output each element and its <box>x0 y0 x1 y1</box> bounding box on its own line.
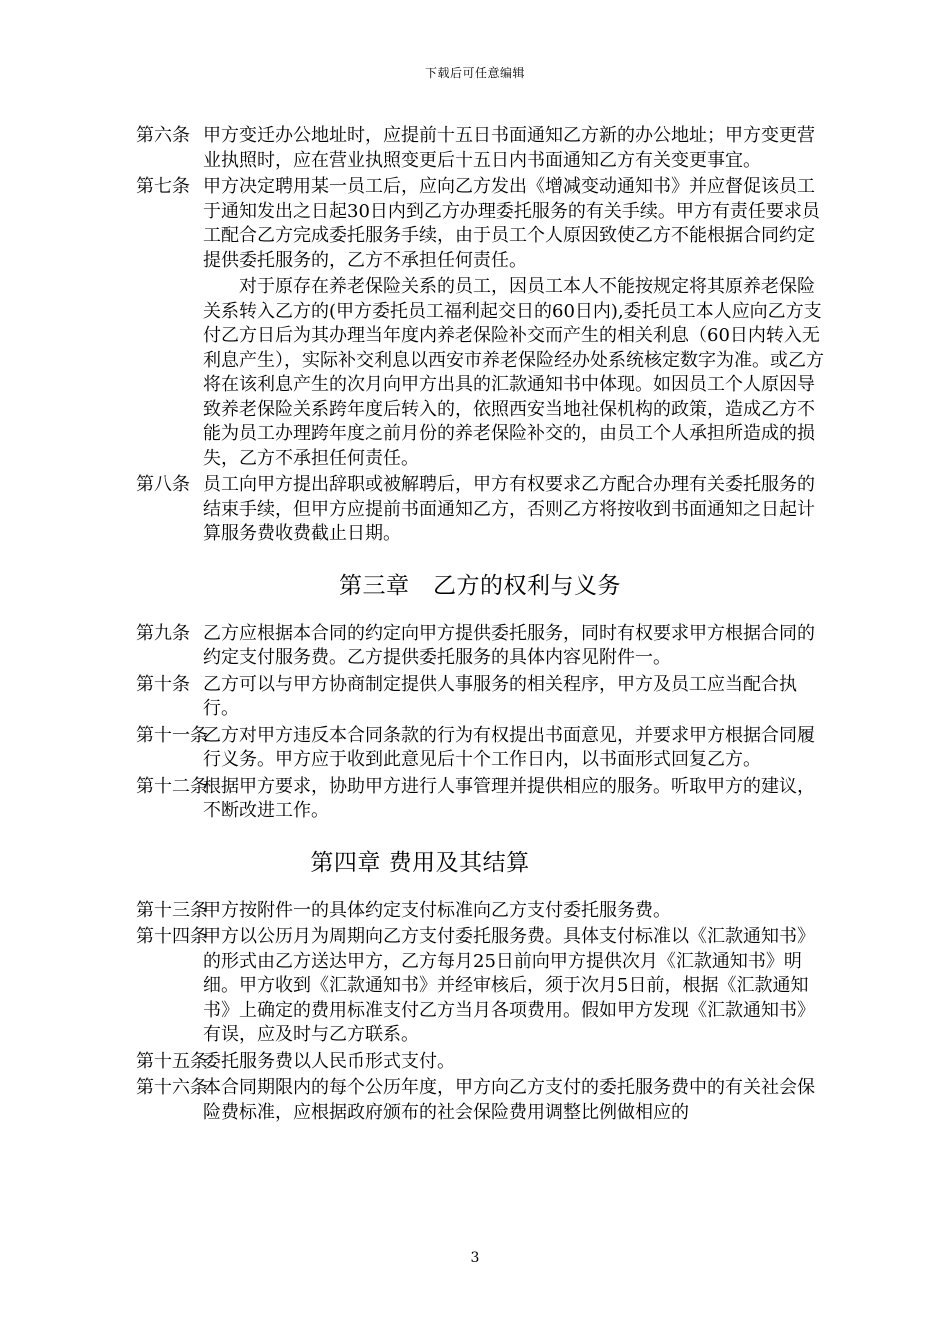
clause-label: 第十三条 <box>136 899 208 921</box>
clause-label: 第十一条 <box>136 724 208 746</box>
clause-text: 甲方以公历月为周期向乙方支付委托服务费。具体支付标准以《汇款通知书》的形式由乙方送达甲方，乙方每月25日前向甲方提供次月《汇款通知书》明细。甲方收到《汇款通知书》并经审核后，须于次月5日前，根据《汇款通知书》上确定的费用标准支付乙方当月各项费用。假如甲方发现《汇款通知书》有误，应及时与乙方联系。 <box>203 926 815 1045</box>
clause-8 <box>136 473 824 547</box>
clause-11 <box>136 724 824 773</box>
page-number: 3 <box>470 1250 480 1266</box>
clause-text: 甲方变迁办公地址时，应提前十五日书面通知乙方新的办公地址；甲方变更营业执照时，应在营业执照变更后十五日内书面通知乙方有关变更事宜。 <box>203 125 815 171</box>
clause-label: 第七条 <box>136 176 190 197</box>
clause-text: 甲方决定聘用某一员工后，应向乙方发出《增减变动通知书》并应督促该员工于通知发出之日起30日内到乙方办理委托服务的有关手续。甲方有责任要求员工配合乙方完成委托服务手续，由于员工个人原因致使乙方不能根据合同约定提供委托服务的，乙方不承担任何责任。 <box>203 176 820 271</box>
clause-15 <box>136 1050 824 1075</box>
chapter-3-heading: 第三章 乙方的权利与义务 <box>339 572 621 599</box>
clause-text: 甲方按附件一的具体约定支付标准向乙方支付委托服务费。 <box>203 899 671 921</box>
clause-label: 第十四条 <box>136 926 208 947</box>
clause-12 <box>136 775 824 824</box>
page-header: 下载后可任意编辑 <box>424 66 525 80</box>
clause-label: 第十六条 <box>136 1077 208 1098</box>
clause-text: 乙方可以与甲方协商制定提供人事服务的相关程序，甲方及员工应当配合执行。 <box>203 673 797 719</box>
clause-label: 第八条 <box>136 474 190 495</box>
clause-7-paragraph-2: 对于原存在养老保险关系的员工，因员工本人不能按规定将其原养老保险关系转入乙方的(甲方委托员工福利起交日的60日内),委托员工本人应向乙方支付乙方日后为其办理当年度内养老保险补交而产生的相关利息（60日内转入无利息产生），实际补交利息以西安市养老保险经办处系统核定数字为准。或乙方将在该利息产生的次月向甲方出具的汇款通知书中体现。如因员工个人原因导致养老保险关系跨年度后转入的，依照西安当地社保机构的政策，造成乙方不能为员工办理跨年度之前月份的养老保险补交的，由员工个人承担所造成的损失，乙方不承担任何责任。 <box>203 276 824 469</box>
clause-9 <box>136 622 824 671</box>
clause-13 <box>136 899 824 924</box>
clause-7 <box>136 175 824 273</box>
clause-text: 员工向甲方提出辞职或被解聘后，甲方有权要求乙方配合办理有关委托服务的结束手续，但甲方应提前书面通知乙方，否则乙方将按收到书面通知之日起计算服务费收费截止日期。 <box>203 474 815 544</box>
clause-label: 第十五条 <box>136 1050 208 1072</box>
clause-text: 乙方应根据本合同的约定向甲方提供委托服务，同时有权要求甲方根据合同的约定支付服务费。乙方提供委托服务的具体内容见附件一。 <box>203 622 815 668</box>
clause-text: 乙方对甲方违反本合同条款的行为有权提出书面意见，并要求甲方根据合同履行义务。甲方应于收到此意见后十个工作日内，以书面形式回复乙方。 <box>203 724 815 770</box>
clause-6 <box>136 124 824 173</box>
clause-14 <box>136 925 824 1048</box>
clause-label: 第六条 <box>136 125 190 146</box>
clause-text: 根据甲方要求，协助甲方进行人事管理并提供相应的服务。听取甲方的建议，不断改进工作。 <box>203 775 815 821</box>
clause-label: 第九条 <box>136 622 190 644</box>
clause-16 <box>136 1076 824 1125</box>
clause-label: 第十二条 <box>136 775 208 797</box>
document-body <box>136 124 824 1127</box>
clause-10 <box>136 673 824 722</box>
chapter-4-heading: 第四章 费用及其结算 <box>310 849 530 876</box>
clause-text: 本合同期限内的每个公历年度，甲方向乙方支付的委托服务费中的有关社会保险费标准，应根据政府颁布的社会保险费用调整比例做相应的 <box>203 1077 815 1123</box>
clause-text: 委托服务费以人民币形式支付。 <box>203 1050 455 1072</box>
clause-label: 第十条 <box>136 673 190 695</box>
